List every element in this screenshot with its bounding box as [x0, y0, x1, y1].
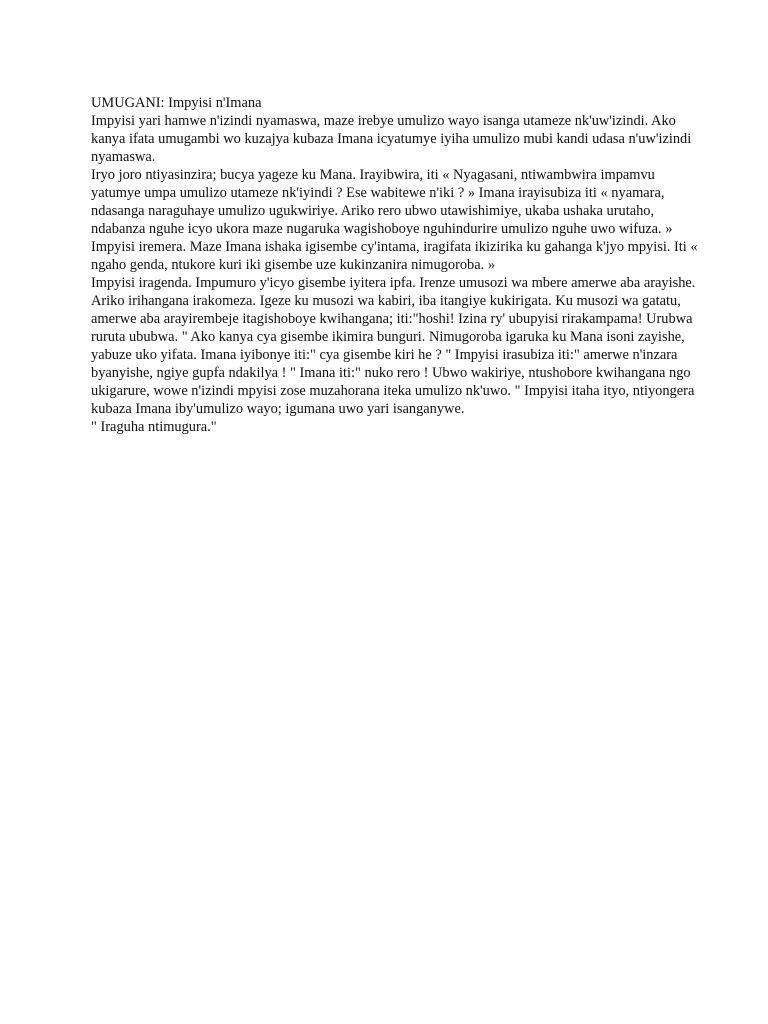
story-paragraph: Iryo joro ntiyasinzira; bucya yageze ku Mana. Irayibwira, iti « Nyagasani, ntiwambwira impamvu yatumye umpa umulizo utameze nk'iyindi ? Ese wabitewe n'iki ? » Imana irayisubiza iti « nyamara, ndasanga naraguhaye umulizo ugukwiriye. Ariko rero ubwo utawishimiye, ukaba ushaka urutaho, ndabanza nguhe icyo ukora maze nugaruka wagishoboye nguhindurire umulizo nguhe uwo wifuza. » — [91, 167, 673, 237]
story-closing-line: " Iraguha ntimugura." — [91, 419, 217, 435]
story-title: UMUGANI: Impyisi n'Imana — [91, 95, 262, 111]
story-paragraph: Impyisi iragenda. Impumuro y'icyo gisembe iyitera ipfa. Irenze umusozi wa mbere amerwe aba arayishe. Ariko irihangana irakomeza. Igeze ku musozi wa kabiri, iba itangiye kukirigata. Ku musozi wa gatatu, amerwe aba arayirembeje itagishoboye kwihangana; iti:"hoshi! Izina ry' ubupyisi rirakampama! Urubwa ruruta ububwa. " Ako kanya cya gisembe ikimira bunguri. Nimugoroba igaruka ku Mana isoni zayishe, yabuze uko yifata. Imana iyibonye iti:" cya gisembe kiri he ? " Impyisi irasubiza iti:" amerwe n'inzara byanyishe, ngiye gupfa ndakilya ! " Imana iti:" nuko rero ! Ubwo wakiriye, ntushobore kwihangana ngo ukigarure, wowe n'izindi mpyisi zose muzahorana iteka umulizo nk'uwo. " Impyisi itaha ityo, ntiyongera kubaza Imana iby'umulizo wayo; igumana uwo yari isanganywe. — [91, 275, 696, 417]
story-text — [91, 94, 703, 436]
story-paragraph: Impyisi iremera. Maze Imana ishaka igisembe cy'intama, iragifata ikizirika ku gahanga k'jyo mpyisi. Iti « ngaho genda, ntukore kuri iki gisembe uze kukinzanira nimugoroba. » — [91, 239, 698, 273]
story-paragraph: Impyisi yari hamwe n'izindi nyamaswa, maze irebye umulizo wayo isanga utameze nk'uw'izindi. Ako kanya ifata umugambi wo kuzajya kubaza Imana icyatumye iyiha umulizo mubi kandi udasa n'uw'izindi nyamaswa. — [91, 113, 692, 165]
